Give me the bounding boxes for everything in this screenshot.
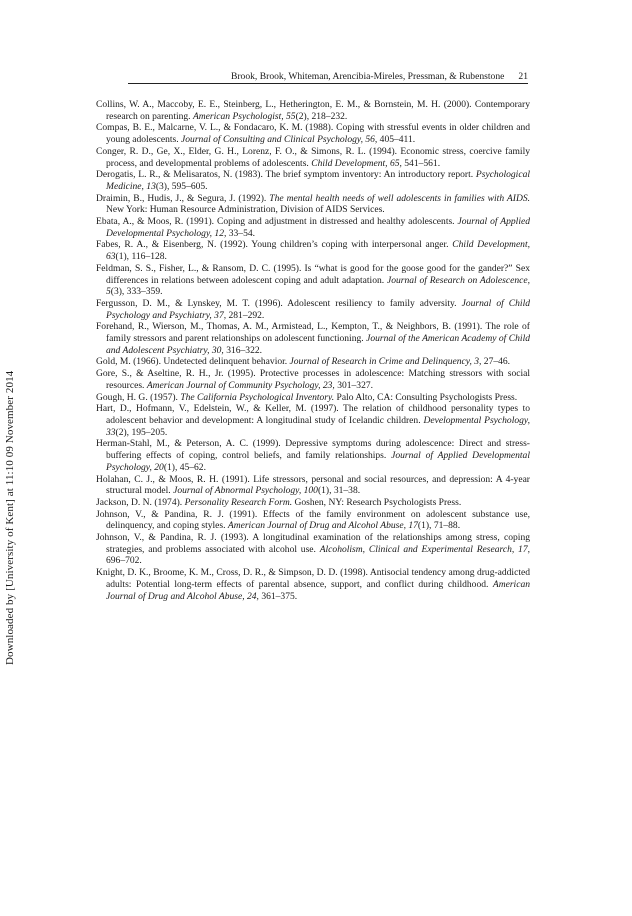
reference-entry: Draimin, B., Hudis, J., & Segura, J. (1992). The mental health needs of well adolescents in families with AIDS. New York: Human Resource Administration, Division of AIDS Services.	[96, 192, 530, 216]
reference-entry: Conger, R. D., Ge, X., Elder, G. H., Lorenz, F. O., & Simons, R. L. (1994). Economic stress, coercive family process, and developmental problems of adolescents. Child Development, 65, 541–561.	[96, 145, 530, 169]
reference-entry: Holahan, C. J., & Moos, R. H. (1991). Life stressors, personal and social resources, and depression: A 4-year structural model. Journal of Abnormal Psychology, 100(1), 31–38.	[96, 473, 530, 497]
reference-entry: Fergusson, D. M., & Lynskey, M. T. (1996). Adolescent resiliency to family adversity. Journal of Child Psychology and Psychiatry, 37, 281–292.	[96, 297, 530, 321]
reference-entry: Feldman, S. S., Fisher, L., & Ransom, D. C. (1995). Is “what is good for the goose good for the gander?” Sex differences in relations between adolescent coping and adult adaptation. Journal of Research on Adolescence, 5(3), 333–359.	[96, 262, 530, 298]
reference-list	[96, 99, 530, 602]
reference-entry: Hart, D., Hofmann, V., Edelstein, W., & Keller, M. (1997). The relation of childhood personality types to adolescent behavior and development: A longitudinal study of Icelandic children. Developmental Psychology, 33(2), 195–205.	[96, 403, 530, 438]
running-header-authors: Brook, Brook, Whiteman, Arencibia-Mireles, Pressman, & Rubenstone	[230, 71, 505, 82]
reference-entry: Johnson, V., & Pandina, R. J. (1993). A longitudinal examination of the relationships among stress, coping strategies, and problems associated with alcohol use. Alcoholism, Clinical and Experimental Research, 17, 696–702.	[96, 532, 530, 567]
reference-entry: Jackson, D. N. (1974). Personality Research Form. Goshen, NY: Research Psychologists Press.	[96, 496, 462, 508]
reference-entry: Forehand, R., Wierson, M., Thomas, A. M., Armistead, L., Kempton, T., & Neighbors, B. (1991). The role of family stressors and parent relationships on adolescent functioning. Journal of the American Academy of Child and Adolescent Psychiatry, 30, 316–322.	[96, 321, 530, 356]
reference-entry: Herman-Stahl, M., & Peterson, A. C. (1999). Depressive symptoms during adolescence: Direct and stress-buffering effects of coping, control beliefs, and family relationships. Journal of Applied Developmental Psychology, 20(1), 45–62.	[96, 438, 530, 473]
reference-entry: Derogatis, L. R., & Melisaratos, N. (1983). The brief symptom inventory: An introductory report. Psychological Medicine, 13(3), 595–605.	[96, 169, 530, 192]
page-number: 21	[518, 71, 528, 82]
reference-entry: Knight, D. K., Broome, K. M., Cross, D. R., & Simpson, D. D. (1998). Antisocial tendency among drug-addicted adults: Potential long-term effects of parental absence, support, and conflict during childhood. American Journal of Drug and Alcohol Abuse, 24, 361–375.	[96, 567, 530, 602]
reference-entry: Gold, M. (1966). Undetected delinquent behavior. Journal of Research in Crime and Delinquency, 3, 27–46.	[96, 356, 511, 368]
reference-entry: Fabes, R. A., & Eisenberg, N. (1992). Young children’s coping with interpersonal anger. Child Development, 63(1), 116–128.	[96, 239, 530, 263]
running-header	[128, 71, 528, 84]
reference-entry: Gough, H. G. (1957). The California Psychological Inventory. Palo Alto, CA: Consulting Psychologists Press.	[96, 391, 518, 403]
reference-entry: Collins, W. A., Maccoby, E. E., Steinberg, L., Hetherington, E. M., & Bornstein, M. H. (2000). Contemporary research on parenting. American Psychologist, 55(2), 218–232.	[96, 99, 530, 122]
reference-entry: Compas, B. E., Malcarne, V. L., & Fondacaro, K. M. (1988). Coping with stressful events in older children and young adolescents. Journal of Consulting and Clinical Psychology, 56, 405–411.	[96, 122, 530, 146]
reference-entry: Johnson, V., & Pandina, R. J. (1991). Effects of the family environment on adolescent substance use, delinquency, and coping styles. American Journal of Drug and Alcohol Abuse, 17(1), 71–88.	[96, 508, 530, 532]
download-watermark	[4, 370, 24, 685]
download-watermark-text: Downloaded by [University of Kent] at 11:10 09 November 2014	[4, 370, 16, 665]
reference-entry: Gore, S., & Aseltine, R. H., Jr. (1995). Protective processes in adolescence: Matching stressors with social resources. American Journal of Community Psychology, 23, 301–327.	[96, 368, 530, 391]
reference-entry: Ebata, A., & Moos, R. (1991). Coping and adjustment in distressed and healthy adolescents. Journal of Applied Developmental Psychology, 12, 33–54.	[96, 216, 530, 239]
